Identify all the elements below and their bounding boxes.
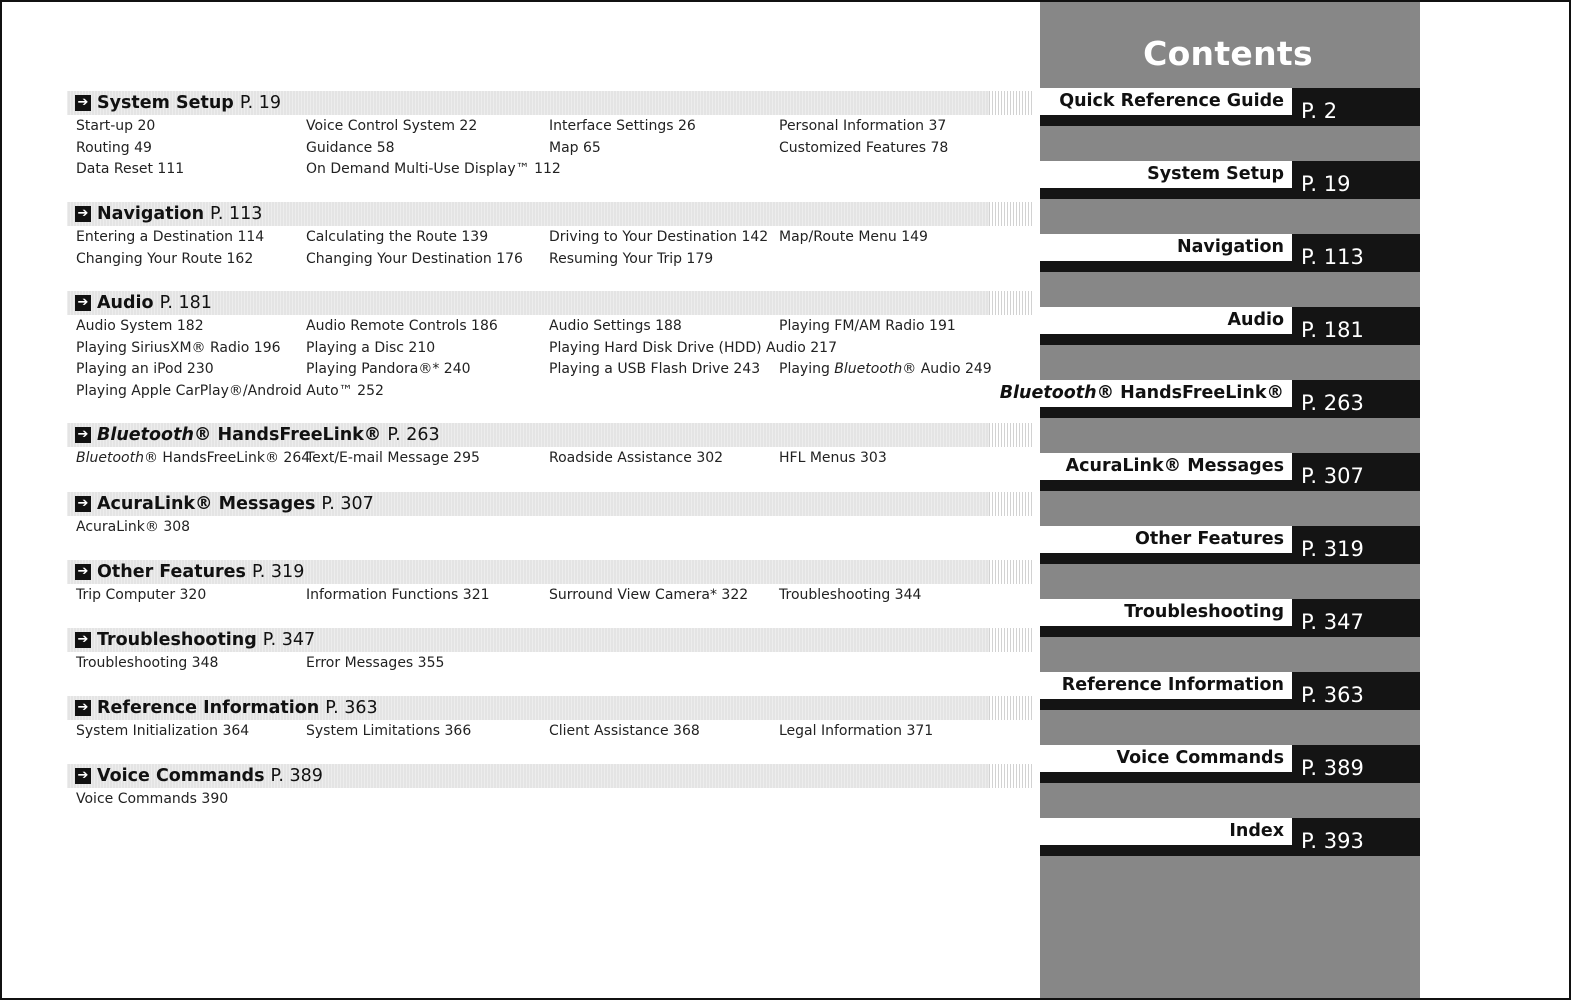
section-header-bar[interactable] — [67, 91, 989, 115]
toc-entry[interactable]: Calculating the Route 139 — [306, 229, 489, 245]
toc-entry[interactable]: Playing a Disc 210 — [306, 339, 436, 356]
toc-entry[interactable]: Routing 49 — [76, 139, 152, 156]
toc-entry[interactable]: Playing FM/AM Radio 191 — [779, 318, 956, 334]
arrow-right-box-icon: ➔ — [75, 427, 91, 443]
section-header-bar[interactable] — [67, 492, 989, 516]
chapter-tab-label-box — [1040, 745, 1292, 772]
section-entries — [67, 586, 989, 608]
chapter-tab[interactable] — [1040, 234, 1420, 272]
toc-entry[interactable]: System Initialization 364 — [76, 723, 250, 739]
section-page-number: P. 307 — [321, 494, 374, 514]
chapter-tab[interactable] — [1040, 453, 1420, 491]
toc-section — [67, 202, 989, 271]
arrow-right-box-icon: ➔ — [75, 206, 91, 222]
chapter-tab-page: P. 263 — [1292, 380, 1420, 418]
arrow-right-box-icon: ➔ — [75, 496, 91, 512]
section-entries — [67, 654, 989, 676]
chapter-tab-page: P. 113 — [1292, 234, 1420, 272]
chapter-tab-underline — [1040, 188, 1292, 199]
toc-entry[interactable]: Bluetooth® HandsFreeLink® 264 — [76, 450, 311, 466]
chapter-tab-underline — [1040, 699, 1292, 710]
toc-entry[interactable]: Changing Your Route 162 — [76, 250, 254, 267]
chapter-tab-underline — [1040, 115, 1292, 126]
toc-section — [67, 492, 989, 540]
section-entries — [67, 117, 989, 182]
toc-entry[interactable]: Client Assistance 368 — [549, 723, 700, 739]
chapter-tab-page: P. 307 — [1292, 453, 1420, 491]
chapter-tab-page: P. 363 — [1292, 672, 1420, 710]
toc-entry[interactable]: On Demand Multi-Use Display™ 112 — [306, 161, 561, 177]
toc-entry[interactable]: Troubleshooting 348 — [76, 655, 219, 671]
section-header-bar[interactable] — [67, 560, 989, 584]
chapter-tab-page: P. 19 — [1292, 161, 1420, 199]
section-header-bar[interactable] — [67, 423, 989, 447]
toc-section — [67, 560, 989, 608]
toc-entry[interactable]: Customized Features 78 — [779, 139, 949, 156]
toc-entry[interactable]: Information Functions 321 — [306, 587, 490, 603]
chapter-tab-page: P. 319 — [1292, 526, 1420, 564]
section-title[interactable] — [75, 292, 212, 314]
section-title-text: Audio — [97, 293, 154, 313]
section-page-number: P. 319 — [251, 562, 305, 582]
toc-entry[interactable]: Playing Bluetooth® Audio 249 — [779, 361, 992, 377]
section-page-number: P. 263 — [387, 425, 440, 445]
chapter-tab-underline — [1040, 626, 1292, 637]
chapter-tab-label: Quick Reference Guide — [1059, 91, 1284, 111]
toc-entry[interactable]: Playing Apple CarPlay®/Android Auto™ 252 — [76, 382, 384, 399]
chapter-tab-label: AcuraLink® Messages — [1065, 456, 1284, 476]
toc-entry[interactable]: Start-up 20 — [76, 118, 156, 134]
section-title-text: Other Features — [97, 562, 246, 582]
toc-entry[interactable]: Text/E-mail Message 295 — [306, 450, 480, 466]
toc-entry[interactable]: Map 65 — [549, 139, 601, 156]
section-title-text: Reference Information — [97, 698, 320, 718]
toc-entry[interactable]: Playing a USB Flash Drive 243 — [549, 361, 761, 377]
section-header-bar[interactable] — [67, 628, 989, 652]
section-entries — [67, 790, 989, 812]
chapter-tab-underline — [1040, 407, 1292, 418]
section-title[interactable] — [75, 424, 440, 446]
chapter-tab-label-box — [1040, 818, 1292, 845]
toc-entry[interactable]: Resuming Your Trip 179 — [549, 250, 714, 267]
chapter-tab-label-box — [1040, 161, 1292, 188]
chapter-tab-page: P. 2 — [1292, 88, 1420, 126]
toc-entry[interactable]: Audio System 182 — [76, 318, 204, 334]
chapter-tab-label-box — [999, 380, 1292, 407]
arrow-right-box-icon: ➔ — [75, 700, 91, 716]
toc-entry[interactable]: Surround View Camera* 322 — [549, 587, 749, 603]
chapter-tab-underline — [1040, 553, 1292, 564]
section-header-bar[interactable] — [67, 291, 989, 315]
section-header-bar[interactable] — [67, 696, 989, 720]
toc-entry[interactable]: Audio Settings 188 — [549, 318, 682, 334]
chapter-tab-label-box — [1040, 672, 1292, 699]
chapter-tab[interactable] — [999, 380, 1420, 418]
toc-section — [67, 764, 989, 812]
chapter-tab-label-box — [1040, 307, 1292, 334]
section-title-text: Voice Commands — [97, 766, 265, 786]
toc-entry[interactable]: Playing Hard Disk Drive (HDD) Audio 217 — [549, 339, 837, 356]
toc-entry[interactable]: Legal Information 371 — [779, 723, 934, 739]
arrow-right-box-icon: ➔ — [75, 295, 91, 311]
toc-entry[interactable]: Entering a Destination 114 — [76, 229, 265, 245]
toc-entry[interactable]: Playing an iPod 230 — [76, 361, 214, 377]
chapter-tab-label: Other Features — [1135, 529, 1284, 549]
section-title[interactable] — [75, 561, 304, 583]
chapter-tab-label: Audio — [1227, 310, 1284, 330]
chapter-tab-label: Troubleshooting — [1124, 602, 1284, 622]
section-entries — [67, 449, 989, 471]
contents-title: Contents — [1143, 34, 1313, 73]
toc-section — [67, 91, 989, 182]
chapter-tab-underline — [1040, 334, 1292, 345]
chapter-tab-label: Navigation — [1176, 237, 1284, 257]
toc-section — [67, 628, 989, 676]
toc-section — [67, 291, 992, 403]
section-entries — [67, 317, 992, 403]
chapter-tab-label: Voice Commands — [1116, 748, 1284, 768]
chapter-tab-label-box — [1040, 88, 1292, 115]
chapter-tab-page: P. 181 — [1292, 307, 1420, 345]
toc-entry[interactable]: Data Reset 111 — [76, 161, 185, 177]
toc-entry[interactable]: Roadside Assistance 302 — [549, 450, 724, 466]
section-title-text: Troubleshooting — [97, 630, 257, 650]
chapter-tab[interactable] — [1040, 672, 1420, 710]
chapter-tab-label-box — [1040, 526, 1292, 553]
arrow-right-box-icon: ➔ — [75, 768, 91, 784]
toc-entry[interactable]: Changing Your Destination 176 — [306, 250, 523, 267]
chapter-tab-label-box — [1040, 599, 1292, 626]
toc-entry[interactable]: Interface Settings 26 — [549, 118, 696, 134]
page-margin — [1420, 0, 1569, 1000]
section-title[interactable] — [75, 765, 323, 787]
toc-entry[interactable]: Driving to Your Destination 142 — [549, 229, 769, 245]
section-page-number: P. 181 — [159, 293, 212, 313]
chapter-tab-underline — [1040, 261, 1292, 272]
chapter-tab-page: P. 389 — [1292, 745, 1420, 783]
section-title[interactable] — [75, 493, 374, 515]
chapter-tab-page: P. 347 — [1292, 599, 1420, 637]
chapter-tab[interactable] — [1040, 599, 1420, 637]
section-title-text: System Setup — [97, 93, 234, 113]
chapter-tab-label: Bluetooth® HandsFreeLink® — [999, 383, 1284, 403]
section-page-number: P. 113 — [210, 204, 263, 224]
section-title-text: Navigation — [97, 204, 205, 224]
toc-entry[interactable]: Map/Route Menu 149 — [779, 229, 928, 245]
toc-entry[interactable]: System Limitations 366 — [306, 723, 472, 739]
chapter-tab-label: System Setup — [1147, 164, 1284, 184]
section-page-number: P. 389 — [270, 766, 323, 786]
toc-entry[interactable]: Audio Remote Controls 186 — [306, 318, 498, 334]
toc-entry[interactable]: Voice Control System 22 — [306, 118, 478, 134]
toc-section — [67, 696, 989, 744]
chapter-tab-underline — [1040, 772, 1292, 783]
toc-entry[interactable]: Trip Computer 320 — [76, 587, 207, 603]
section-entries — [67, 228, 989, 271]
section-header-bar[interactable] — [67, 764, 989, 788]
chapter-tab-label: Index — [1229, 821, 1284, 841]
chapter-tab[interactable] — [1040, 307, 1420, 345]
toc-entry[interactable]: Voice Commands 390 — [76, 791, 229, 807]
section-entries — [67, 722, 989, 744]
toc-entry[interactable]: Error Messages 355 — [306, 655, 445, 671]
chapter-tab[interactable] — [1040, 745, 1420, 783]
section-title[interactable] — [75, 203, 262, 225]
section-entries — [67, 518, 989, 540]
section-page-number: P. 363 — [325, 698, 378, 718]
toc-entry[interactable]: Playing SiriusXM® Radio 196 — [76, 339, 281, 356]
arrow-right-box-icon: ➔ — [75, 564, 91, 580]
section-page-number: P. 347 — [262, 630, 316, 650]
chapter-tab-label-box — [1040, 453, 1292, 480]
chapter-tab[interactable] — [1040, 818, 1420, 856]
chapter-tab[interactable] — [1040, 526, 1420, 564]
section-title[interactable] — [75, 629, 315, 651]
chapter-tab-label-box — [1040, 234, 1292, 261]
arrow-right-box-icon: ➔ — [75, 632, 91, 648]
toc-entry[interactable]: Personal Information 37 — [779, 118, 947, 134]
toc-entry[interactable]: Guidance 58 — [306, 139, 395, 156]
chapter-tab-page: P. 393 — [1292, 818, 1420, 856]
section-title-text: Bluetooth® HandsFreeLink® — [97, 425, 382, 445]
chapter-tab[interactable] — [1040, 161, 1420, 199]
section-title[interactable] — [75, 697, 378, 719]
chapter-tab-label: Reference Information — [1061, 675, 1284, 695]
section-header-bar[interactable] — [67, 202, 989, 226]
section-title-text: AcuraLink® Messages — [97, 494, 316, 514]
arrow-right-box-icon: ➔ — [75, 95, 91, 111]
toc-entry[interactable]: Troubleshooting 344 — [779, 587, 922, 603]
chapter-tab[interactable] — [1040, 88, 1420, 126]
chapter-tab-underline — [1040, 480, 1292, 491]
toc-entry[interactable]: AcuraLink® 308 — [76, 519, 191, 535]
toc-entry[interactable]: HFL Menus 303 — [779, 450, 887, 466]
toc-section — [67, 423, 989, 471]
section-title[interactable] — [75, 92, 281, 114]
section-page-number: P. 19 — [239, 93, 282, 113]
toc-entry[interactable]: Playing Pandora®* 240 — [306, 361, 471, 377]
chapter-tab-underline — [1040, 845, 1292, 856]
